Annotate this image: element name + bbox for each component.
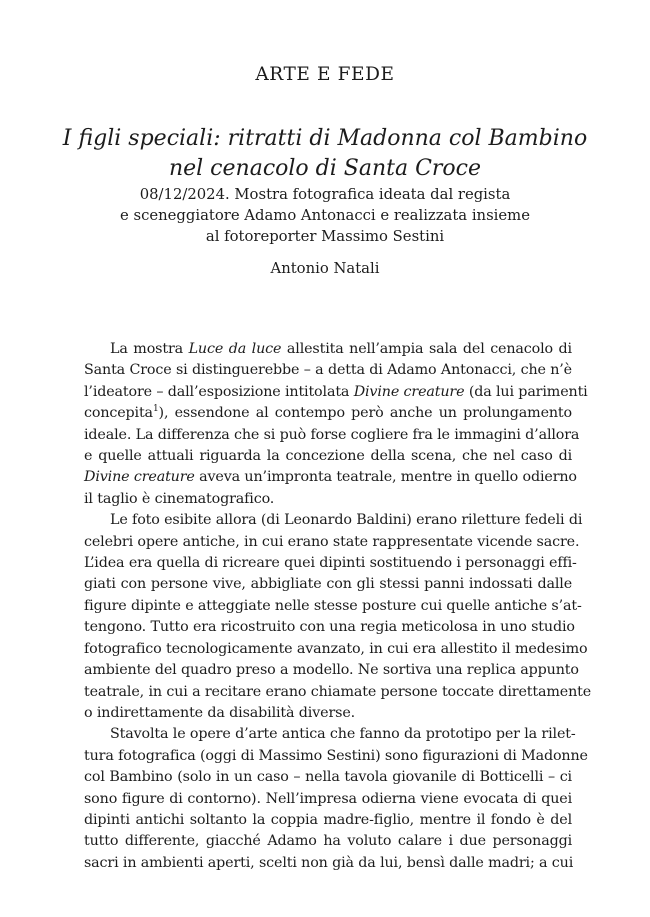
title-line: nel cenacolo di Santa Croce	[168, 156, 482, 181]
text-line: teatrale, in cui a recitare erano chiamate persone toccate direttamente	[84, 683, 592, 700]
footnote-marker: 1	[152, 404, 159, 415]
text-line: figure dipinte e atteggiate nelle stesse posture cui quelle antiche s’at-	[84, 597, 582, 614]
author-name: Antonio Natali	[270, 260, 380, 277]
text-line: sacri in ambienti aperti, scelti non già da lui, bensì dalle madri; a cui	[84, 854, 574, 871]
paragraph	[84, 724, 588, 874]
text-line: Le foto esibite allora (di Leonardo Baldini) erano riletture fedeli di	[110, 512, 583, 529]
title-line: I figli speciali: ritratti di Madonna col Bambino	[62, 126, 588, 151]
subtitle-line: e sceneggiatore Adamo Antonacci e realizzata insieme	[120, 207, 530, 224]
text-line: ambiente del quadro preso a modello. Ne sortiva una replica appunto	[84, 662, 579, 679]
emphasis: Luce da luce	[188, 341, 282, 357]
text-line: sono figure di contorno). Nell’impresa odierna viene evocata di quei	[84, 790, 572, 807]
text-line: giati con persone vive, abbigliate con gli stessi panni indossati dalle	[84, 576, 572, 593]
text-line: concepita$^1$), essendone al contempo però anche un prolungamento	[84, 404, 572, 422]
article-body	[84, 339, 592, 874]
text-line: tutto differente, giacché Adamo ha voluto calare i due personaggi	[84, 833, 572, 850]
text-line: dipinti antichi soltanto la coppia madre-figlio, mentre il fondo è del	[84, 811, 572, 828]
text-line: il taglio è cinematografico.	[84, 490, 275, 507]
text-line: La mostra Luce da luce allestita nell’ampia sala del cenacolo di	[110, 341, 572, 357]
text-line: Divine creature aveva un’impronta teatrale, mentre in quello odierno	[84, 469, 577, 486]
subtitle-line: al fotoreporter Massimo Sestini	[205, 228, 445, 245]
text-line: l’ideatore – dall’esposizione intitolata Divine creature (da lui parimenti	[84, 383, 588, 400]
paragraph	[84, 339, 588, 510]
emphasis: Divine creature	[84, 469, 195, 486]
article-title	[60, 124, 590, 184]
subtitle-line: 08/12/2024. Mostra fotografica ideata dal regista	[139, 186, 511, 203]
text-line: celebri opere antiche, in cui erano state rappresentate vicende sacre.	[84, 533, 580, 550]
emphasis: Divine creature	[353, 383, 465, 400]
text-line: Stavolta le opere d’arte antica che fanno da prototipo per la rilet-	[110, 726, 576, 743]
text-line: o indirettamente da disabilità diverse.	[84, 704, 356, 721]
text-line: col Bambino (solo in un caso – nella tavola giovanile di Botticelli – ci	[84, 769, 572, 786]
text-line: ideale. La differenza che si può forse cogliere fra le immagini d’allora	[84, 426, 580, 443]
paragraph	[84, 510, 592, 724]
text-line: tengono. Tutto era ricostruito con una regia meticolosa in uno studio	[84, 619, 575, 636]
text-line: L’idea era quella di ricreare quei dipinti sostituendo i personaggi effi-	[84, 555, 577, 572]
text-line: tura fotografica (oggi di Massimo Sestini) sono figurazioni di Madonne	[84, 747, 588, 764]
text-line: Santa Croce si distinguerebbe – a detta di Adamo Antonacci, che n’è	[84, 362, 572, 379]
section-heading: ARTE E FEDE	[255, 64, 395, 85]
text-line: e quelle attuali riguarda la concezione della scena, che nel caso di	[84, 448, 572, 465]
article-subtitle	[70, 184, 580, 247]
text-line: fotografico tecnologicamente avanzato, in cui era allestito il medesimo	[84, 640, 588, 657]
